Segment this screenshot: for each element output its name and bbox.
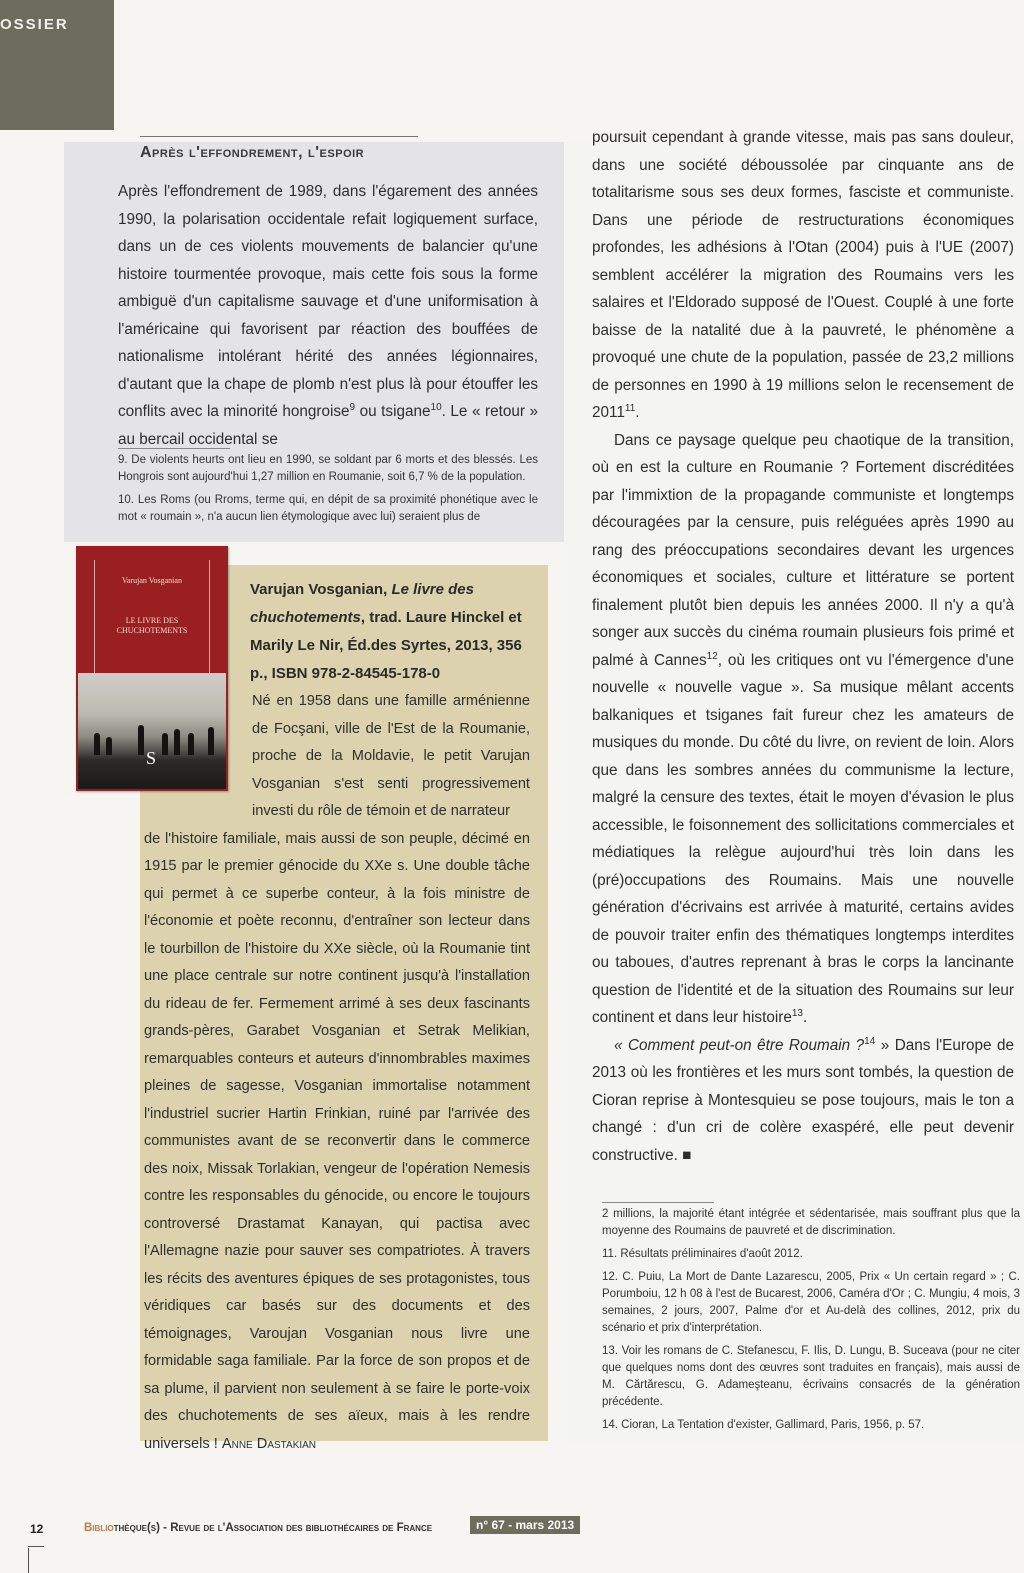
- footnotes-right: [602, 1206, 1020, 1440]
- cover-title-line: CHUCHOTEMENTS: [116, 626, 188, 635]
- footnote-rule: [602, 1202, 714, 1203]
- section-tab-label: OSSIER: [0, 16, 69, 33]
- publisher-logo: S: [146, 748, 157, 768]
- book-details: , trad. Laure Hinckel et Marily Le Nir, Éd.des Syrtes, 2013, 356 p., ISBN 978-2-84545-178-0: [250, 609, 522, 682]
- cover-figure: [106, 737, 112, 755]
- intro-text: ou tsigane: [355, 403, 431, 420]
- review-body: [144, 826, 530, 1459]
- review-body-text: de l'histoire familiale, mais aussi de son peuple, décimé en 1915 par le premier génocide du XXe s. Une double tâche qui permet à ce superbe conteur, à la fois ministre de l'économie et poète reconnu, d'entraîner son lecteur dans le tourbillon de l'histoire du XXe siècle, où la Roumanie tint une place centrale sur notre continent jusqu'à l'installation du rideau de fer. Fermement arrimé à ses deux fascinants grands-pères, Garabet Vosganian et Setrak Melikian, remarquables conteurs et auteurs d'innombrables maximes pleines de sagesse, Vosganian immortalise notamment l'industriel sucrier Hartin Frinkian, ruiné par l'arrivée des communistes avant de se reconvertir dans le commerce des noix, Missak Torlakian, vengeur de l'opération Nemesis contre les responsables du génocide, ou encore le toujours controversé Drastamat Kanayan, qui pactisa avec l'Allemagne nazie pour sauver ses compatriotes. À travers les récits des aventures épiques de ses protagonistes, tous véridiques car basés sur des documents et des témoignages, Varoujan Vosganian nous livre une formidable saga familiale. Par la force de son propos et de sa plume, il parvient non seulement à se faire le porte-voix des chuchotements de ses aïeux, mais à les rendre universels !: [144, 830, 530, 1452]
- book-title: Le livre des chuchotements: [250, 581, 474, 626]
- cover-title-line: LE LIVRE DES: [125, 616, 179, 625]
- right-paragraph-3: » Dans l'Europe de 2013 où les frontières et les murs sont tombés, la question de Cioran reprise à Montesquieu se pose toujours, mais le ton a changé : d'un cri de colère exaspéré, elle peut devenir constructive. ■: [592, 1036, 1014, 1164]
- book-review-text: [144, 688, 530, 1458]
- footnote-13: 13. Voir les romans de C. Stefanescu, F. Ilis, D. Lungu, B. Suceava (pour ne citer que quelques noms dont des œuvres sont traduites en français), mais aussi de M. Cărtărescu, G. Adameşteanu, écrivains consacrés de la génération précédente.: [602, 1345, 1020, 1408]
- punctuation: .: [635, 404, 640, 421]
- footer-rule: [28, 1546, 44, 1547]
- footnote-ref-11[interactable]: 11: [624, 402, 636, 414]
- footnotes-left: [118, 452, 538, 532]
- journal-subtitle: - Revue de l'Association des bibliothécaires de France: [159, 1522, 433, 1534]
- footnote-ref-9[interactable]: 9: [349, 401, 356, 413]
- footnote-10: 10. Les Roms (ou Rroms, terme qui, en dépit de sa proximité phonétique avec le mot « roumain », n'a aucun lien étymologique avec lui) seraient plus de: [118, 494, 538, 523]
- footer-journal: [84, 1522, 432, 1534]
- review-signature: Anne Dastakian: [221, 1435, 317, 1452]
- section-title: Après l'effondrement, l'espoir: [140, 144, 365, 161]
- intro-paragraph: [118, 178, 538, 453]
- book-author: Varujan Vosganian,: [250, 581, 392, 598]
- right-column: [592, 124, 1014, 1169]
- footnote-10-cont: 2 millions, la majorité étant intégrée et sédentarisée, mais souffrant plus que la moyenne des Roumains de pauvreté et de discrimination.: [602, 1208, 1020, 1237]
- footnote-11: 11. Résultats préliminaires d'août 2012.: [602, 1248, 803, 1260]
- cioran-quote: « Comment peut-on être Roumain ?: [614, 1036, 865, 1054]
- journal-brand-rest: thèque(s): [113, 1522, 160, 1534]
- intro-text: Après l'effondrement de 1989, dans l'égarement des années 1990, la polarisation occidentale refait logiquement surface, dans un de ces violents mouvements de balancier qu'une histoire tourmentée provoque, mais cette fois sous la forme ambiguë d'un capitalisme sauvage et d'une uniformisation à l'américaine qui favorisent par réaction des bouffées de nationalisme intolérant hérité des années légionnaires, d'autant que la chape de plomb n'est plus là pour étouffer les conflits avec la minorité hongroise: [118, 183, 538, 420]
- footnote-9: 9. De violents heurts ont lieu en 1990, se soldant par 6 morts et des blessés. Les Hongrois sont aujourd'hui 1,27 million en Roumanie, soit 6,7 % de la population.: [118, 454, 538, 483]
- page-number: 12: [30, 1522, 44, 1536]
- cover-figure: [94, 733, 100, 755]
- punctuation: .: [802, 1009, 808, 1026]
- footnote-rule: [118, 448, 230, 449]
- cover-title: [76, 616, 228, 636]
- right-paragraph-1: poursuit cependant à grande vitesse, mais pas sans douleur, dans une société déboussolée par cinquante ans de totalitarisme sous ses deux formes, fasciste et communiste. Dans une période de restructurations économiques profondes, les adhésions à l'Otan (2004) puis à l'UE (2007) semblent accélérer la migration des Roumains vers les salaires et l'Eldorado supposé de l'Ouest. Couplé à une forte baisse de la natalité due à la pauvreté, le phénomène a provoqué une chute de la population, passée de 23,2 millions de personnes en 1990 à 19 millions selon le recensement de 2011: [592, 129, 1014, 421]
- issue-badge: n° 67 - mars 2013: [470, 1516, 580, 1534]
- journal-brand: Biblio: [84, 1522, 114, 1534]
- footnote-12: 12. C. Puiu, La Mort de Dante Lazarescu, 2005, Prix « Un certain regard » ; C. Porumboiu, 12 h 08 à l'est de Bucarest, 2006, Caméra d'Or ; C. Mungiu, 4 mois, 3 semaines, 2 jours, 2007, Palme d'or et Au-delà des collines, 2012, prix du scénario et prix d'interprétation.: [602, 1271, 1020, 1334]
- footer-rule-vertical: [28, 1548, 29, 1573]
- right-paragraph-2-cont: , où les critiques ont vu l'émergence d'une nouvelle « nouvelle vague ». Sa musique mêlant accents balkaniques et tsiganes fait fureur chez les amateurs de musiques du monde. Du côté du livre, on revient de loin. Alors que dans les sombres années du communisme la lecture, malgré la censure des textes, était le moyen d'évasion le plus accessible, le foisonnement des sollicitations commerciales et médiatiques la relègue aujourd'hui très loin dans les (pré)occupations des Roumains. Mais une nouvelle génération d'écrivains est arrivée à maturité, certains avides de pouvoir traiter enfin des thématiques longtemps interdites ou taboues, d'autres reprenant à bras le corps la lancinante question de l'identité et de la situation des Roumains sur leur continent et dans leur histoire: [592, 651, 1014, 1026]
- section-rule: [140, 136, 418, 137]
- intro-text: . Le « retour » au bercail occidental se: [118, 403, 538, 448]
- review-opening: Né en 1958 dans une famille arménienne de Focşani, ville de l'Est de la Roumanie, proche de la Moldavie, le petit Varujan Vosganian s'est senti progressivement investi du rôle de témoin et de narrateur: [252, 693, 530, 819]
- book-reference: [250, 576, 528, 688]
- footnote-ref-12[interactable]: 12: [706, 650, 718, 662]
- right-paragraph-2: Dans ce paysage quelque peu chaotique de la transition, où en est la culture en Roumanie ? Fortement discréditées par l'immixtion de la propagande communiste et longtemps découragées par la censure, puis reléguées après 1990 au rang des préoccupations secondaires devant les urgences économiques et sociales, culture et littérature se portent finalement plutôt bien depuis les années 2000. Il n'y a qu'à songer aux succès du cinéma roumain plusieurs fois primé et palmé à Cannes: [592, 431, 1014, 669]
- footnote-ref-14[interactable]: 14: [864, 1035, 876, 1047]
- footnote-ref-10[interactable]: 10: [430, 401, 442, 413]
- footnote-14: 14. Cioran, La Tentation d'exister, Gallimard, Paris, 1956, p. 57.: [602, 1419, 925, 1431]
- footnote-ref-13[interactable]: 13: [791, 1007, 803, 1019]
- cover-author: Varujan Vosganian: [122, 576, 182, 585]
- section-tab: [0, 0, 114, 130]
